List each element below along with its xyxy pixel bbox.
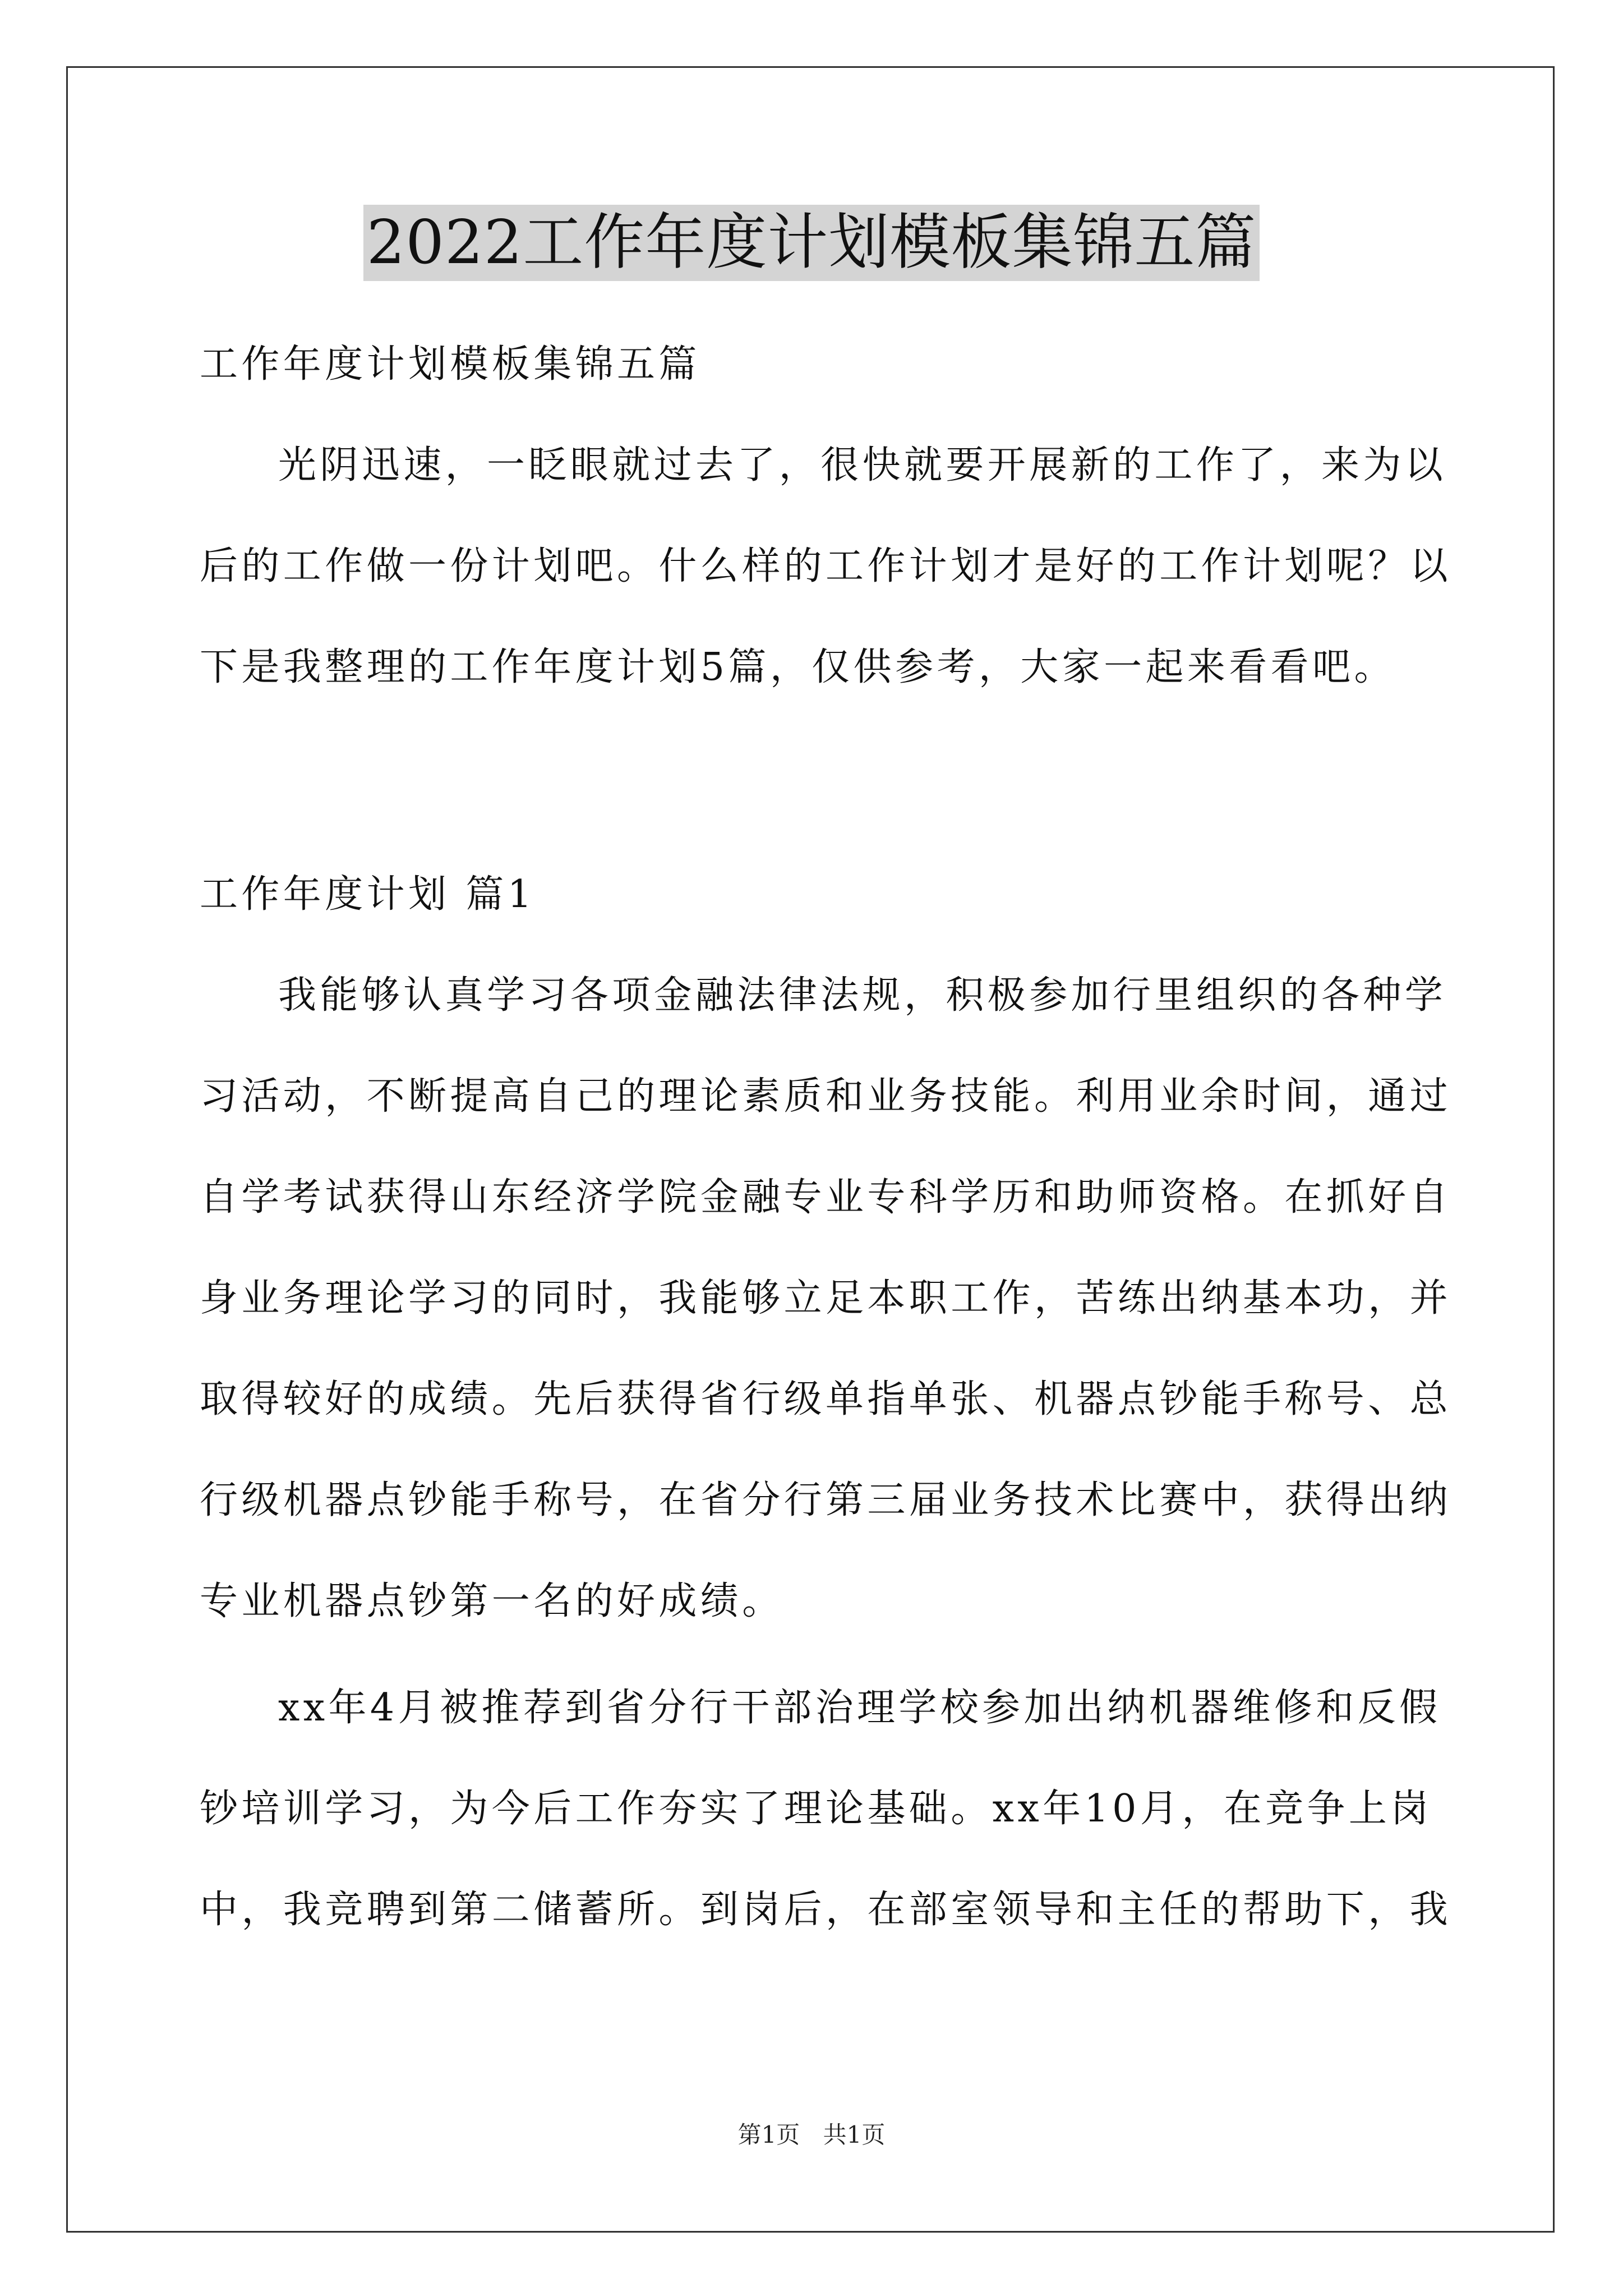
paragraph-line: 钞培训学习，为今后工作夯实了理论基础。xx年10月，在竞争上岗 [200, 1787, 1432, 1831]
paragraph-line: 自学考试获得山东经济学院金融专业专科学历和助师资格。在抓好自 [200, 1175, 1452, 1220]
document-title: 2022工作年度计划模板集锦五篇 [363, 205, 1260, 281]
page-total: 共1页 [823, 2121, 886, 2148]
paragraph-line: 我能够认真学习各项金融法律法规，积极参加行里组织的各种学 [278, 973, 1447, 1018]
intro-line: 光阴迅速，一眨眼就过去了，很快就要开展新的工作了，来为以 [278, 443, 1447, 487]
paragraph-line: 行级机器点钞能手称号，在省分行第三届业务技术比赛中，获得出纳 [200, 1478, 1452, 1522]
paragraph-line: xx年4月被推荐到省分行干部治理学校参加出纳机器维修和反假 [278, 1686, 1441, 1730]
intro-line: 后的工作做一份计划吧。什么样的工作计划才是好的工作计划呢？以 [200, 544, 1452, 588]
paragraph-line: 中，我竞聘到第二储蓄所。到岗后，在部室领导和主任的帮助下，我 [200, 1888, 1452, 1932]
paragraph-line: 身业务理论学习的同时，我能够立足本职工作，苦练出纳基本功，并 [200, 1276, 1452, 1320]
title-wrap [0, 205, 1623, 281]
section-heading: 工作年度计划 篇1 [200, 872, 536, 917]
document-subtitle: 工作年度计划模板集锦五篇 [200, 342, 700, 386]
paragraph-line: 专业机器点钞第一名的好成绩。 [200, 1579, 784, 1623]
paragraph-line: 取得较好的成绩。先后获得省行级单指单张、机器点钞能手称号、总 [200, 1377, 1452, 1421]
intro-line: 下是我整理的工作年度计划5篇，仅供参考，大家一起来看看吧。 [200, 645, 1396, 689]
page-number: 第1页 [737, 2121, 800, 2148]
page-footer [0, 2119, 1623, 2151]
paragraph-line: 习活动，不断提高自己的理论素质和业务技能。利用业余时间，通过 [200, 1074, 1452, 1119]
